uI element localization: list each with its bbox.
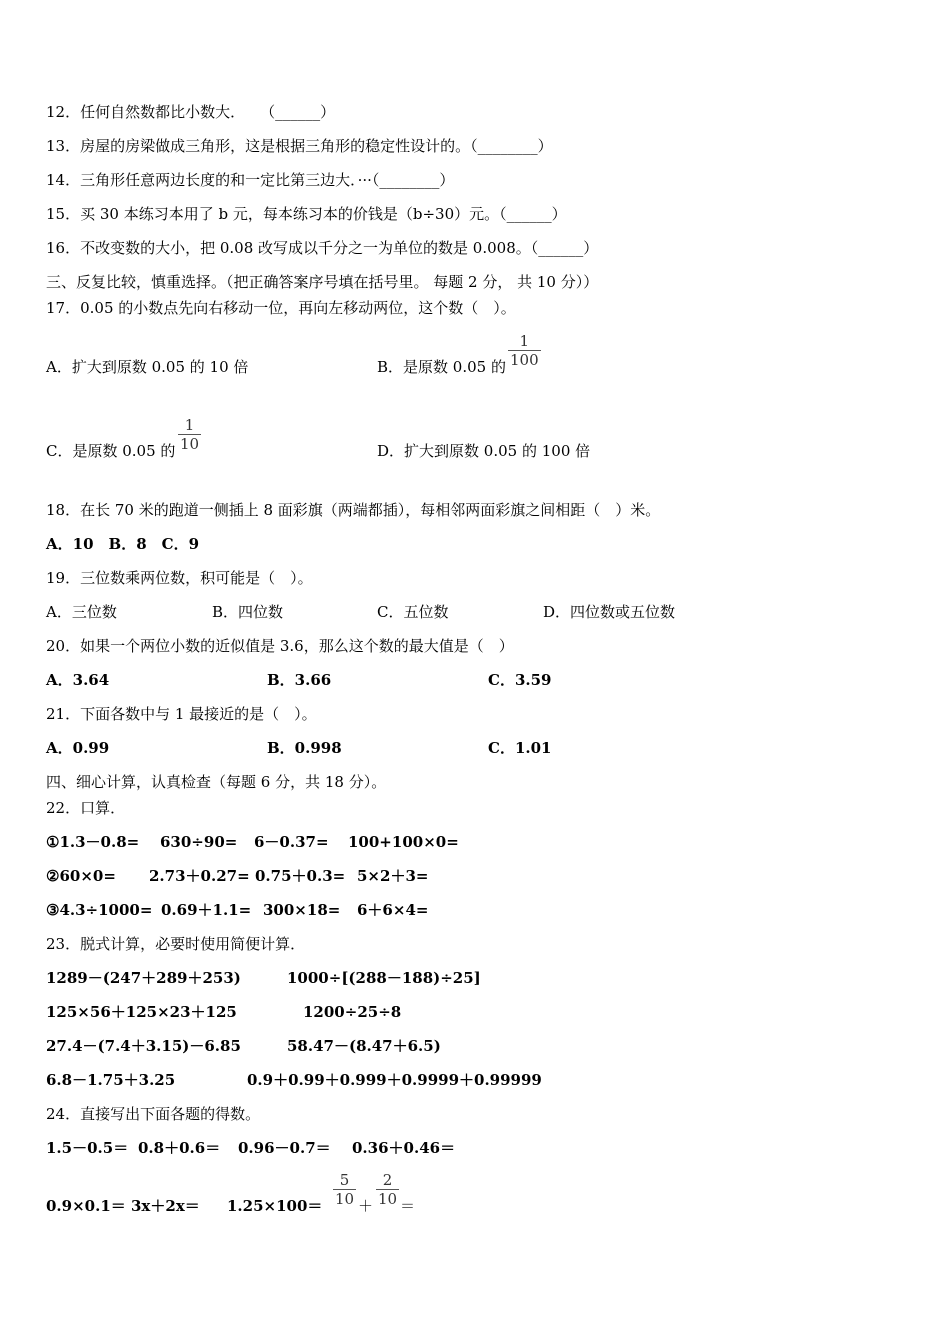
q22-stem: 22．口算． <box>46 799 126 817</box>
q24-r1-c4: 0.36＋0.46＝ <box>352 1139 456 1157</box>
q23-r1-c2: 1000÷[(288－188)÷25] <box>287 969 481 987</box>
q13: 13．房屋的房梁做成三角形，这是根据三角形的稳定性设计的。（________） <box>46 137 553 155</box>
q20-option-a: A．3.64 <box>46 671 110 689</box>
q22-r2-c3: 0.75＋0.3= <box>255 867 346 885</box>
q20-stem: 20．如果一个两位小数的近似值是 3.6，那么这个数的最大值是（ ） <box>46 637 514 655</box>
q14: 14．三角形任意两边长度的和一定比第三边大．···（________） <box>46 171 455 189</box>
section3-heading: 三、反复比较，慎重选择。（把正确答案序号填在括号里。 每题 2 分， 共 10 分）） <box>46 273 599 291</box>
q19-stem: 19．三位数乘两位数，积可能是（ ）。 <box>46 569 313 587</box>
q22-r1-c1: ①1.3－0.8= <box>46 833 140 851</box>
q22-r2-c1: ②60×0= <box>46 867 116 885</box>
q22-r3-c2: 0.69＋1.1= <box>161 901 252 919</box>
q20-option-c: C．3.59 <box>488 671 552 689</box>
q22-r1-c4: 100+100×0= <box>348 833 459 851</box>
q24-r1-c1: 1.5－0.5＝ <box>46 1139 129 1157</box>
fraction-numerator: 1 <box>184 416 195 434</box>
q16: 16．不改变数的大小，把 0.08 改写成以千分之一为单位的数是 0.008。（______） <box>46 239 599 257</box>
q24-r1-c3: 0.96－0.7＝ <box>238 1139 331 1157</box>
fraction-numerator: 1 <box>519 332 530 350</box>
q23-r1-c1: 1289－(247＋289＋253) <box>46 969 241 987</box>
q19-option-a: A．三位数 <box>46 603 117 621</box>
q19-option-d: D．四位数或五位数 <box>543 603 676 621</box>
q23-r3-c2: 58.47－(8.47＋6.5) <box>287 1037 441 1055</box>
q24-fraction-1 <box>333 1171 356 1208</box>
q12: 12．任何自然数都比小数大． （______） <box>46 103 336 121</box>
plus-sign: ＋ <box>358 1197 374 1215</box>
fraction-denominator: 10 <box>378 1190 398 1208</box>
q22-r3-c1: ③4.3÷1000= <box>46 901 153 919</box>
q24-r2-c1: 0.9×0.1＝ <box>46 1197 126 1215</box>
fraction-denominator: 10 <box>335 1190 355 1208</box>
q23-stem: 23．脱式计算，必要时使用简便计算． <box>46 935 306 953</box>
q23-r3-c1: 27.4－(7.4＋3.15)－6.85 <box>46 1037 241 1055</box>
q17-stem: 17．0.05 的小数点先向右移动一位，再向左移动两位，这个数（ ）。 <box>46 299 516 317</box>
q21-stem: 21．下面各数中与 1 最接近的是（ ）。 <box>46 705 317 723</box>
q22-r3-c3: 300×18= <box>263 901 341 919</box>
q18-options: A．10 B．8 C．9 <box>46 535 200 553</box>
q22-r1-c2: 630÷90= <box>160 833 238 851</box>
fraction-numerator: 5 <box>339 1171 350 1189</box>
q22-r1-c3: 6－0.37= <box>254 833 329 851</box>
q23-r4-c1: 6.8－1.75＋3.25 <box>46 1071 176 1089</box>
q22-r2-c2: 2.73＋0.27= <box>149 867 250 885</box>
q21-option-b: B．0.998 <box>267 739 342 757</box>
q17-option-d: D．扩大到原数 0.05 的 100 倍 <box>377 442 591 460</box>
fraction-numerator: 2 <box>382 1171 393 1189</box>
q17-option-c: C．是原数 0.05 的 <box>46 442 176 460</box>
equals-sign: ＝ <box>400 1197 416 1215</box>
q19-option-c: C．五位数 <box>377 603 449 621</box>
q21-option-c: C．1.01 <box>488 739 552 757</box>
q17-option-a: A．扩大到原数 0.05 的 10 倍 <box>46 358 249 376</box>
section4-heading: 四、细心计算，认真检查（每题 6 分，共 18 分）。 <box>46 773 387 791</box>
q19-option-b: B．四位数 <box>212 603 284 621</box>
q24-fraction-2 <box>376 1171 399 1208</box>
q24-r1-c2: 0.8＋0.6＝ <box>138 1139 221 1157</box>
q23-r2-c1: 125×56＋125×23＋125 <box>46 1003 237 1021</box>
q20-option-b: B．3.66 <box>267 671 332 689</box>
q24-r2-c2: 3x＋2x＝ <box>131 1197 200 1215</box>
fraction-denominator: 10 <box>180 435 200 453</box>
q24-stem: 24．直接写出下面各题的得数。 <box>46 1105 261 1123</box>
q15: 15．买 30 本练习本用了 b 元，每本练习本的价钱是（b÷30）元。（______） <box>46 205 567 223</box>
q23-r2-c2: 1200÷25÷8 <box>303 1003 402 1021</box>
q17-c-fraction <box>178 416 201 453</box>
q18-stem: 18．在长 70 米的跑道一侧插上 8 面彩旗（两端都插），每相邻两面彩旗之间相距（ ）米。 <box>46 501 661 519</box>
q22-r3-c4: 6＋6×4= <box>357 901 429 919</box>
q24-r2-c3: 1.25×100＝ <box>227 1197 323 1215</box>
q22-r2-c4: 5×2＋3= <box>357 867 429 885</box>
q17-b-fraction <box>508 332 541 369</box>
fraction-denominator: 100 <box>510 351 539 369</box>
q21-option-a: A．0.99 <box>46 739 110 757</box>
q17-option-b: B．是原数 0.05 的 <box>377 358 506 376</box>
q23-r4-c2: 0.9＋0.99＋0.999＋0.9999＋0.99999 <box>247 1071 542 1089</box>
